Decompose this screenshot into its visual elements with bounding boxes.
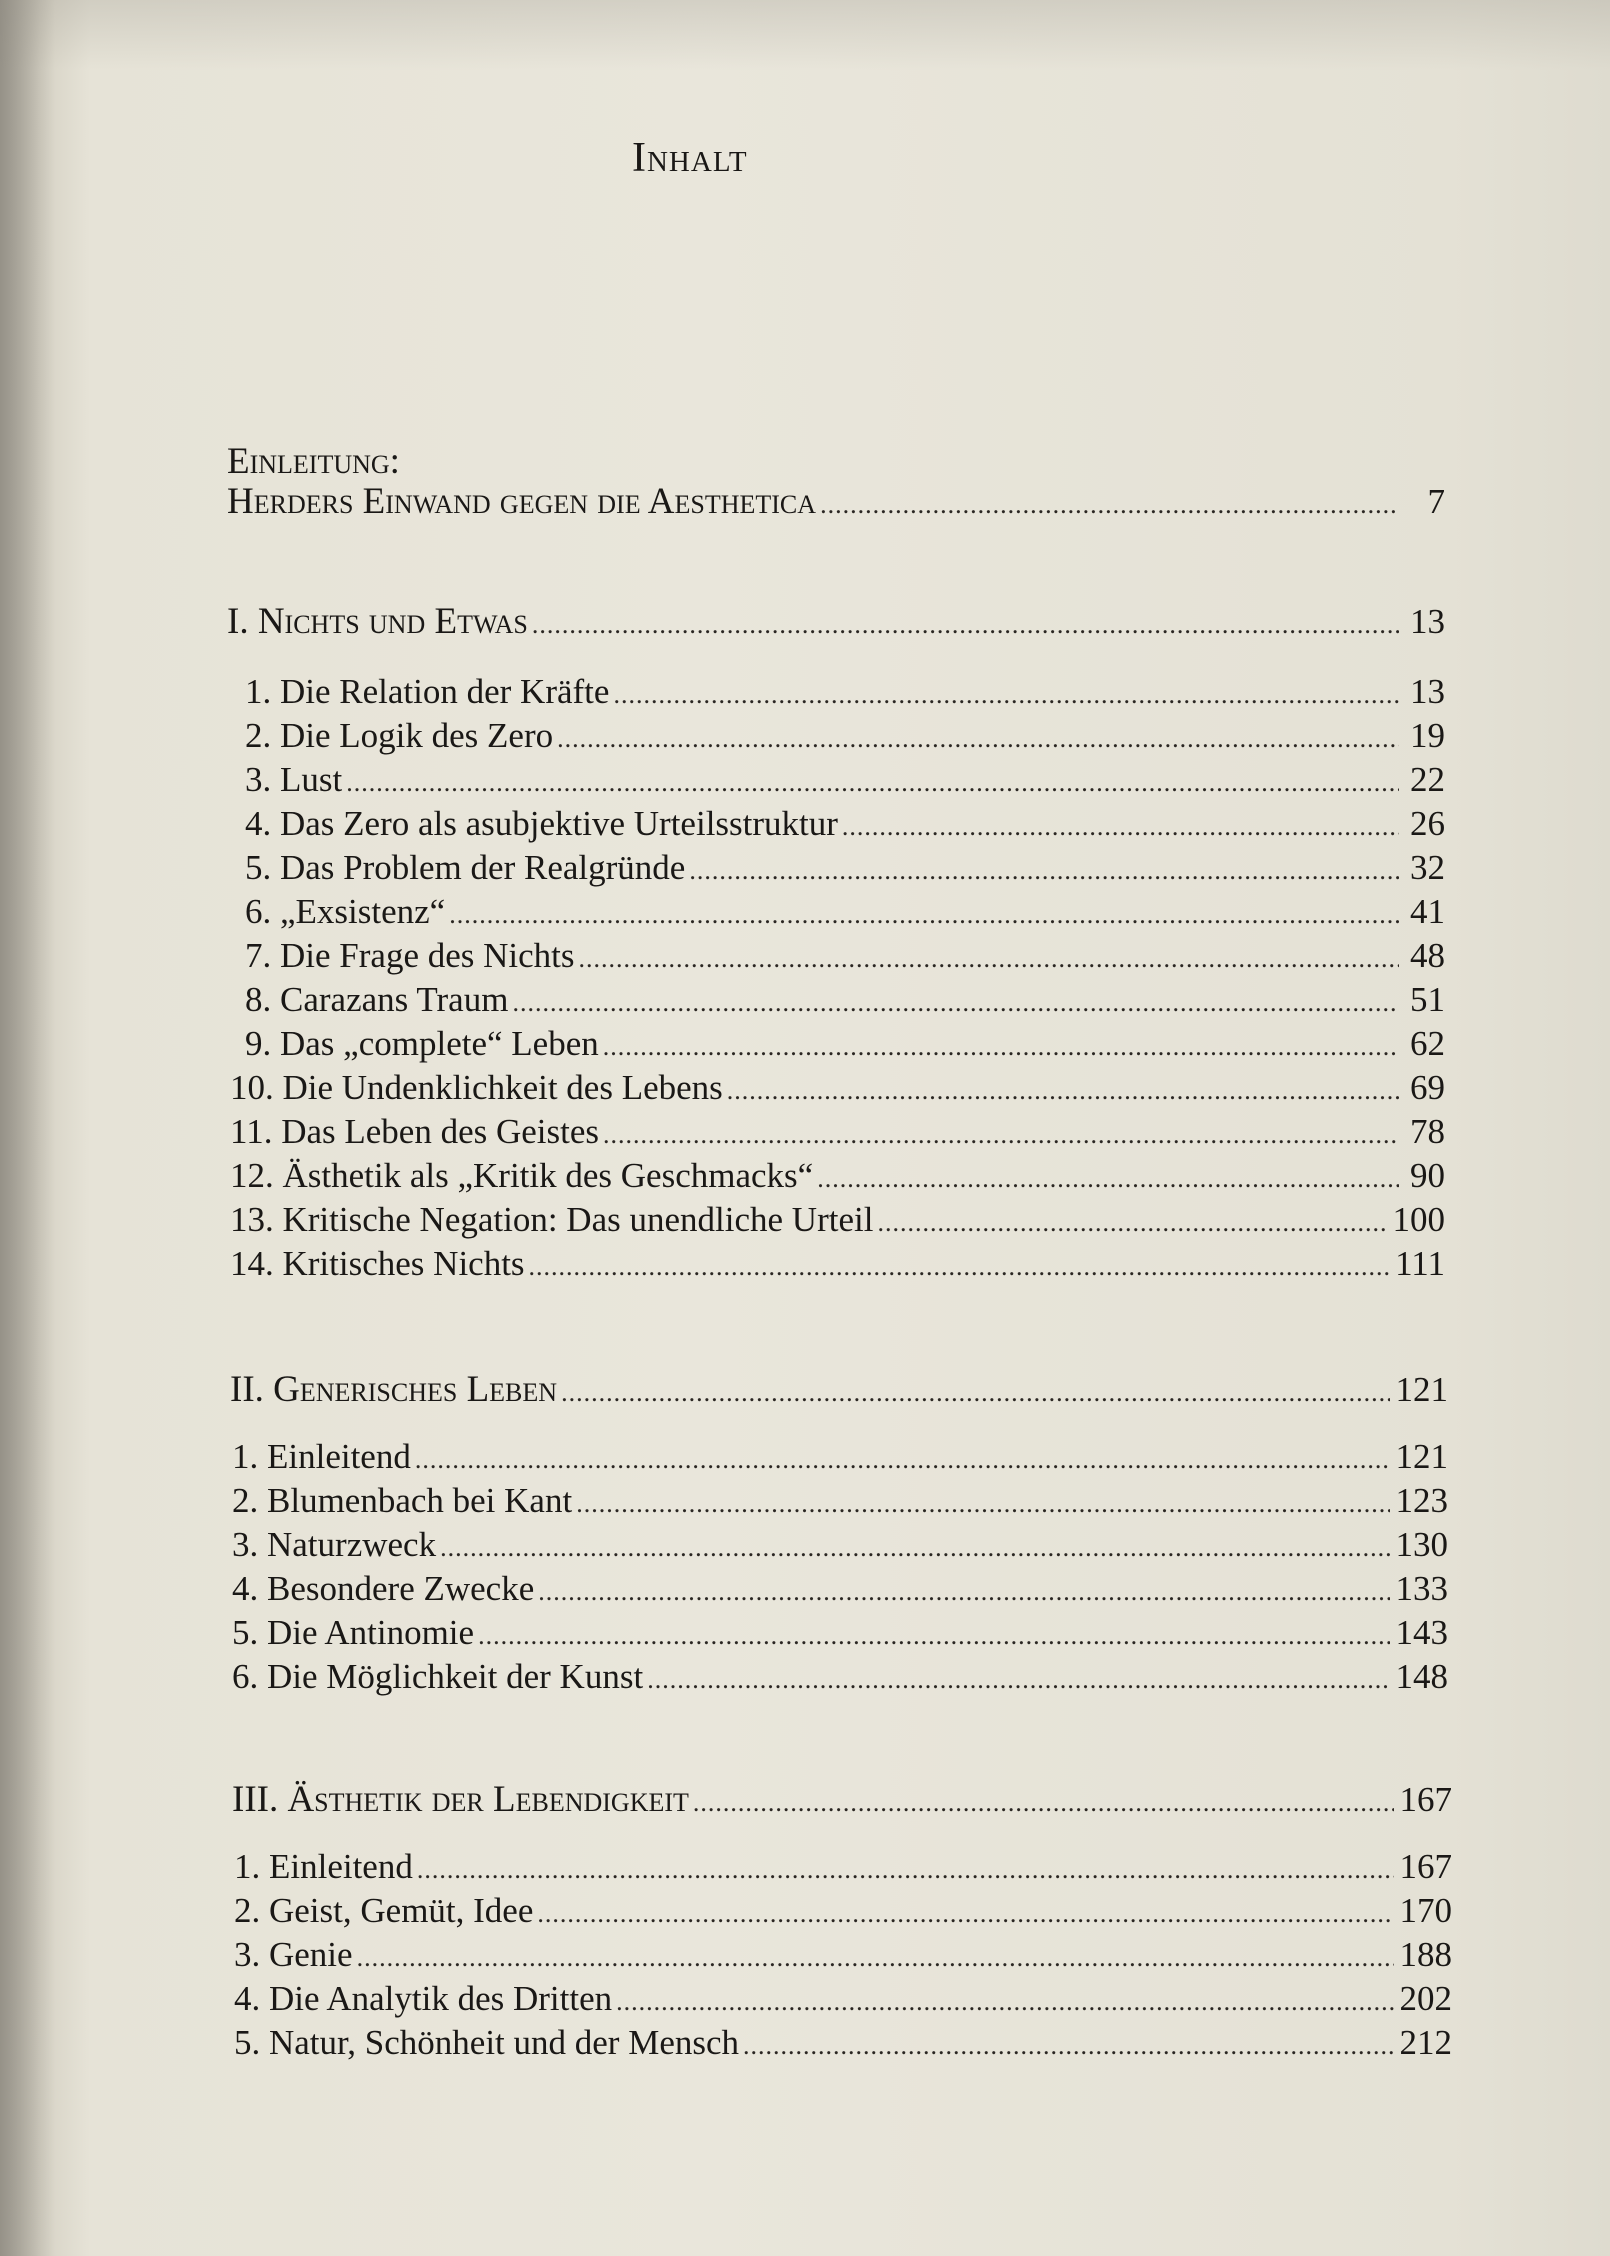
entry-title: 2. Die Logik des Zero [245,716,554,755]
section-heading[interactable] [230,1368,1448,1415]
page-number: 13 [1410,602,1445,641]
entry-title: 14. Kritisches Nichts [230,1244,525,1283]
leader-dots [449,893,1399,937]
section-title: II. Generisches Leben [230,1369,558,1410]
entry-title: 3. Lust [245,760,343,799]
entry-title: 2. Blumenbach bei Kant [232,1481,573,1520]
page-number: 7 [1427,482,1445,521]
page-number: 202 [1399,1979,1452,2018]
entry-title: 1. Einleitend [232,1437,411,1476]
page-number: 13 [1410,672,1445,711]
toc-entry[interactable] [234,1845,1452,1892]
page-title: Inhalt [632,135,748,181]
entry-title: 4. Das Zero als asubjektive Urteilsstruktur [245,804,838,843]
entry-title: 5. Die Antinomie [232,1613,475,1652]
page-number: 123 [1395,1481,1448,1520]
toc-entry[interactable] [245,758,1445,805]
leader-dots [346,761,1399,805]
page-number: 32 [1410,848,1445,887]
leader-dots [478,1614,1389,1658]
page-number: 143 [1395,1613,1448,1652]
leader-dots [877,1201,1386,1245]
page-number: 212 [1399,2023,1452,2062]
entry-title: 2. Geist, Gemüt, Idee [234,1891,534,1930]
toc-entry[interactable] [245,670,1445,717]
page-number: 111 [1395,1244,1445,1283]
leader-dots [537,1892,1393,1936]
page-number: 90 [1410,1156,1445,1195]
leader-dots [820,483,1399,527]
toc-entry[interactable] [245,934,1445,981]
leader-dots [603,1025,1399,1069]
toc-entry[interactable] [245,890,1445,937]
page-number: 130 [1395,1525,1448,1564]
leader-dots [613,673,1399,717]
toc-entry[interactable] [230,1154,1445,1201]
leader-dots [647,1658,1389,1702]
leader-dots [817,1157,1399,1201]
toc-entry[interactable] [232,1567,1448,1614]
toc-entry[interactable] [232,1479,1448,1526]
page-number: 26 [1410,804,1445,843]
leader-dots [417,1848,1394,1892]
page-number: 148 [1395,1657,1448,1696]
leader-dots [727,1069,1399,1113]
toc-entry[interactable] [230,1198,1445,1245]
page-number: 48 [1410,936,1445,975]
page-number: 19 [1410,716,1445,755]
leader-dots [561,1371,1389,1415]
page-shadow-top [0,0,1610,70]
page-number: 170 [1399,1891,1452,1930]
leader-dots [603,1113,1399,1157]
toc-entry[interactable] [245,1022,1445,1069]
leader-dots [512,981,1399,1025]
leader-dots [576,1482,1389,1526]
toc-entry[interactable] [245,714,1445,761]
toc-entry[interactable] [232,1523,1448,1570]
introduction-heading: Einleitung: [227,441,400,482]
entry-title: 5. Das Problem der Realgründe [245,848,686,887]
entry-title: 1. Einleitend [234,1847,413,1886]
toc-entry[interactable] [245,978,1445,1025]
leader-dots [693,1781,1394,1825]
entry-title: 10. Die Undenklichkeit des Lebens [230,1068,723,1107]
entry-title: 4. Besondere Zwecke [232,1569,535,1608]
page-number: 78 [1410,1112,1445,1151]
leader-dots [616,1980,1393,2024]
leader-dots [532,603,1399,647]
entry-title: 7. Die Frage des Nichts [245,936,575,975]
entry-title: 8. Carazans Traum [245,980,509,1019]
toc-entry[interactable] [234,1889,1452,1936]
introduction-entry[interactable] [227,480,1445,527]
toc-entry[interactable] [234,2021,1452,2068]
entry-title: 1. Die Relation der Kräfte [245,672,610,711]
toc-entry[interactable] [230,1110,1445,1157]
section-title: I. Nichts und Etwas [227,601,528,642]
leader-dots [415,1438,1390,1482]
toc-entry[interactable] [230,1066,1445,1113]
toc-entry[interactable] [230,1242,1445,1289]
entry-title: 4. Die Analytik des Dritten [234,1979,613,2018]
entry-title: 11. Das Leben des Geistes [230,1112,600,1151]
page-number: 62 [1410,1024,1445,1063]
page-number: 133 [1395,1569,1448,1608]
toc-entry[interactable] [232,1655,1448,1702]
leader-dots [579,937,1399,981]
toc-entry[interactable] [245,802,1445,849]
entry-title: 5. Natur, Schönheit und der Mensch [234,2023,740,2062]
page-number: 121 [1395,1437,1448,1476]
toc-entry[interactable] [234,1933,1452,1980]
page-number: 167 [1399,1780,1452,1819]
toc-entry[interactable] [232,1611,1448,1658]
entry-title: 3. Genie [234,1935,353,1974]
page-number: 51 [1410,980,1445,1019]
section-title: III. Ästhetik der Lebendigkeit [232,1779,689,1820]
entry-title: 13. Kritische Negation: Das unendliche Urteil [230,1200,874,1239]
entry-title: 9. Das „complete“ Leben [245,1024,599,1063]
page-number: 22 [1410,760,1445,799]
introduction-title: Herders Einwand gegen die Aesthetica [227,481,817,522]
entry-title: 3. Naturzweck [232,1525,437,1564]
entry-title: 12. Ästhetik als „Kritik des Geschmacks“ [230,1156,814,1195]
toc-entry[interactable] [232,1435,1448,1482]
page-number: 188 [1399,1935,1452,1974]
entry-title: 6. „Exsistenz“ [245,892,446,931]
section-heading[interactable] [227,600,1445,647]
leader-dots [842,805,1399,849]
page-number: 100 [1392,1200,1445,1239]
page-number: 121 [1395,1370,1448,1409]
page-number: 167 [1399,1847,1452,1886]
page-number: 41 [1410,892,1445,931]
leader-dots [440,1526,1389,1570]
leader-dots [689,849,1399,893]
toc-entry[interactable] [234,1977,1452,2024]
page-number: 69 [1410,1068,1445,1107]
entry-title: 6. Die Möglichkeit der Kunst [232,1657,644,1696]
leader-dots [557,717,1399,761]
leader-dots [743,2024,1393,2068]
toc-entry[interactable] [245,846,1445,893]
section-heading[interactable] [232,1778,1452,1825]
leader-dots [357,1936,1394,1980]
leader-dots [529,1245,1390,1289]
leader-dots [538,1570,1389,1614]
page-gutter-shadow [0,0,55,2256]
